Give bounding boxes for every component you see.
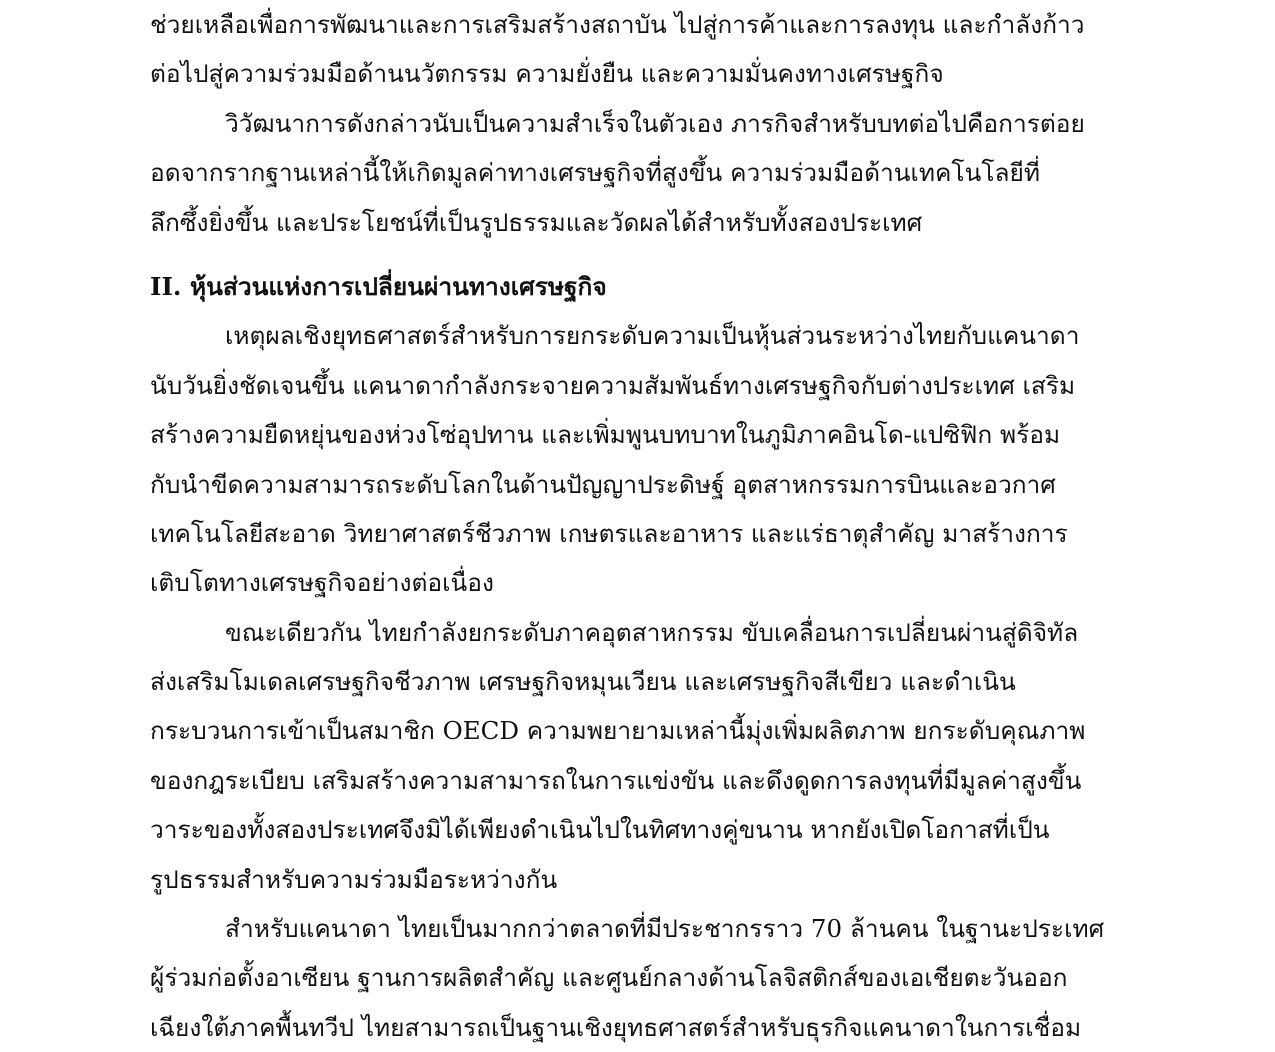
document-page xyxy=(150,0,1115,1052)
text-line: ลึกซึ้งยิ่งขึ้น และประโยชน์ที่เป็นรูปธรรมและวัดผลได้สำหรับทั้งสองประเทศ xyxy=(150,207,923,237)
text-line: อดจากรากฐานเหล่านี้ให้เกิดมูลค่าทางเศรษฐกิจที่สูงขึ้น ความร่วมมือด้านเทคโนโลยีที่ xyxy=(150,158,1040,188)
text-line: กระบวนการเข้าเป็นสมาชิก OECD ความพยายามเหล่านี้มุ่งเพิ่มผลิตภาพ ยกระดับคุณภาพ xyxy=(150,716,1086,746)
text-line: สร้างความยืดหยุ่นของห่วงโซ่อุปทาน และเพิ่มพูนบทบาทในภูมิภาคอินโด-แปซิฟิก พร้อม xyxy=(150,420,1061,450)
text-line: กับนำขีดความสามารถระดับโลกในด้านปัญญาประดิษฐ์ อุตสาหกรรมการบินและอวกาศ xyxy=(150,469,1056,499)
section-heading: II. หุ้นส่วนแห่งการเปลี่ยนผ่านทางเศรษฐกิจ xyxy=(150,271,607,301)
text-line: รูปธรรมสำหรับความร่วมมือระหว่างกัน xyxy=(150,864,558,894)
evolution-paragraph xyxy=(150,99,1115,247)
text-line: เติบโตทางเศรษฐกิจอย่างต่อเนื่อง xyxy=(150,568,494,598)
text-line: เหตุผลเชิงยุทธศาสตร์สำหรับการยกระดับความเป็นหุ้นส่วนระหว่างไทยกับแคนาดา xyxy=(225,321,1080,351)
text-line: ของกฎระเบียบ เสริมสร้างความสามารถในการแข่งขัน และดึงดูดการลงทุนที่มีมูลค่าสูงขึ้น xyxy=(150,765,1082,795)
text-line: วาระของทั้งสองประเทศจึงมิได้เพียงดำเนินไปในทิศทางคู่ขนาน หากยังเปิดโอกาสที่เป็น xyxy=(150,815,1050,845)
text-line: ส่งเสริมโมเดลเศรษฐกิจชีวภาพ เศรษฐกิจหมุนเวียน และเศรษฐกิจสีเขียว และดำเนิน xyxy=(150,667,1016,697)
text-line: เทคโนโลยีสะอาด วิทยาศาสตร์ชีวภาพ เกษตรและอาหาร และแร่ธาตุสำคัญ มาสร้างการ xyxy=(150,518,1068,548)
text-line: ต่อไปสู่ความร่วมมือด้านนวัตกรรม ความยั่งยืน และความมั่นคงทางเศรษฐกิจ xyxy=(150,59,944,89)
text-line: นับวันยิ่งชัดเจนขึ้น แคนาดากำลังกระจายความสัมพันธ์ทางเศรษฐกิจกับต่างประเทศ เสริม xyxy=(150,370,1076,400)
text-line: เฉียงใต้ภาคพื้นทวีป ไทยสามารถเป็นฐานเชิงยุทธศาสตร์สำหรับธุรกิจแคนาดาในการเชื่อม xyxy=(150,1012,1082,1042)
text-line: สำหรับแคนาดา ไทยเป็นมากกว่าตลาดที่มีประชากรราว 70 ล้านคน ในฐานะประเทศ xyxy=(225,914,1105,944)
strategic-rationale-paragraph xyxy=(150,311,1115,607)
intro-paragraph xyxy=(150,0,1115,99)
text-line: ผู้ร่วมก่อตั้งอาเซียน ฐานการผลิตสำคัญ และศูนย์กลางด้านโลจิสติกส์ของเอเชียตะวันออก xyxy=(150,963,1068,993)
text-line: ขณะเดียวกัน ไทยกำลังยกระดับภาคอุตสาหกรรม ขับเคลื่อนการเปลี่ยนผ่านสู่ดิจิทัล xyxy=(225,617,1079,647)
text-line: ช่วยเหลือเพื่อการพัฒนาและการเสริมสร้างสถาบัน ไปสู่การค้าและการลงทุน และกำลังก้าว xyxy=(150,10,1085,39)
text-line: วิวัฒนาการดังกล่าวนับเป็นความสำเร็จในตัวเอง ภารกิจสำหรับบทต่อไปคือการต่อย xyxy=(225,108,1085,138)
canada-perspective-paragraph xyxy=(150,904,1115,1052)
thailand-agenda-paragraph xyxy=(150,608,1115,904)
